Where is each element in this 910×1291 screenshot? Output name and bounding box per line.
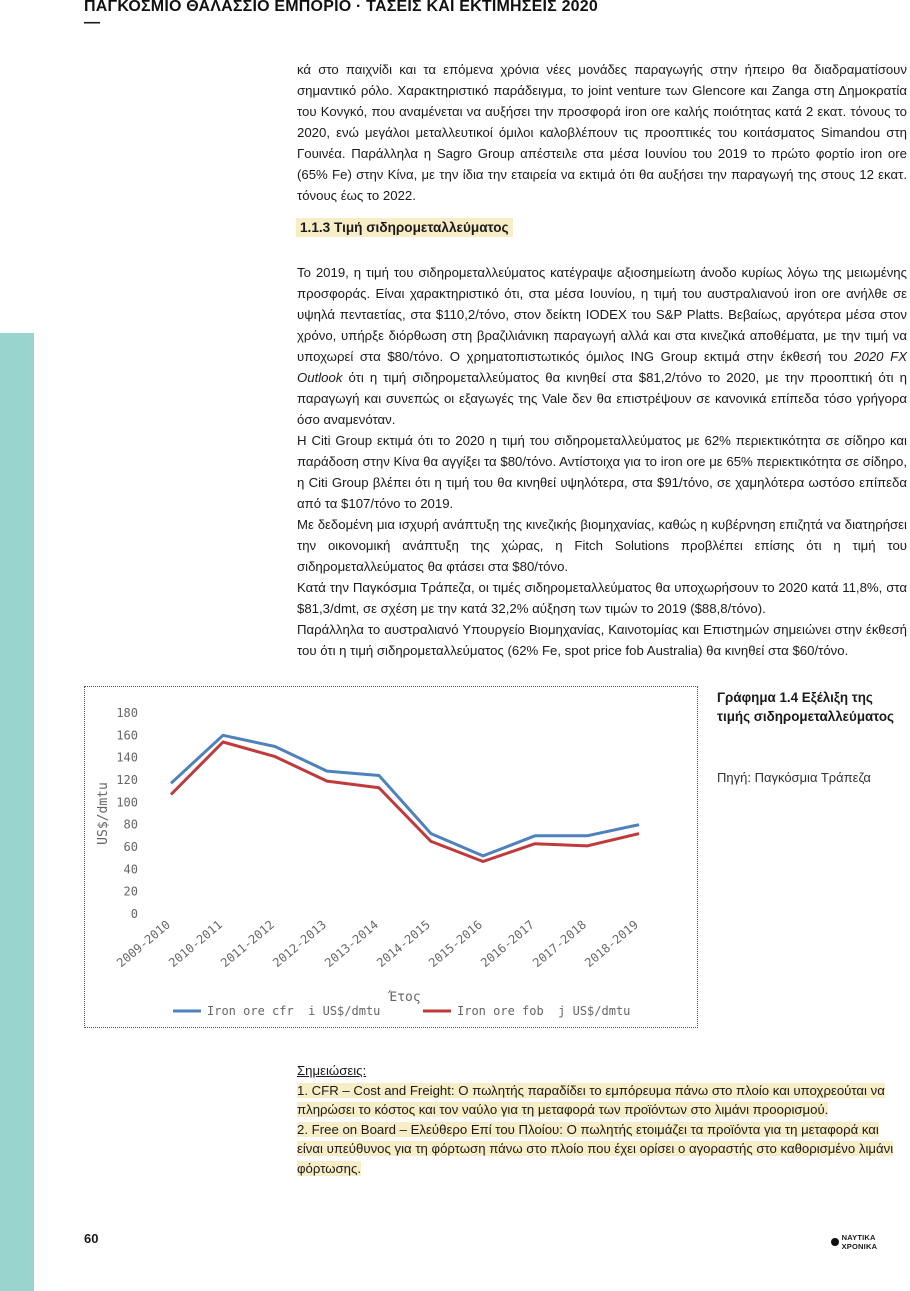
x-tick-label: 2010-2011 [166,917,225,971]
y-tick-label: 140 [116,750,138,765]
x-tick-label: 2016-2017 [478,917,537,971]
x-tick-label: 2017-2018 [530,917,589,971]
main-text [297,262,907,661]
y-tick-label: 60 [123,840,138,854]
y-axis-label: US$/dmtu [96,782,111,845]
paragraph-1-b: ότι η τιμή σιδηρομεταλλεύματος θα κινηθεί στα $81,2/τόνο το 2020, με την προοπτική ότι η παραγωγή και συνεπώς οι εξαγωγές της Vale δεν θα επιστρέψουν σε κανονικά επίπεδα τόσο γρήγορα όσο αναμενόταν. [297,370,907,427]
paragraph-1-a: Το 2019, η τιμή του σιδηρομεταλλεύματος κατέγραψε αξιοσημείωτη άνοδο κυρίως λόγω της μειωμένης προσφοράς. Είναι χαρακτηριστικό ότι, στα μέσα Ιουνίου, η τιμή του αυστραλιανού iron ore ανήλθε σε υψηλά πενταετίας, στα $110,2/τόνο, στον δείκτη IODEX του S&P Platts. Βεβαίως, αργότερα μέσα στον χρόνο, υπήρξε διόρθωση στη βραζιλιάνικη παραγωγή αλλά και στα κινεζικά αποθέματα, με την τιμή να υποχωρεί στα $80/τόνο. Ο χρηματοπιστωτικός όμιλος ING Group εκτιμά στην έκθεσή του [297,265,907,364]
x-tick-label: 2009-2010 [114,917,173,971]
y-tick-label: 40 [123,862,138,877]
side-color-bar [0,333,34,1291]
x-tick-label: 2011-2012 [218,917,277,971]
paragraph-4: Κατά την Παγκόσμια Τράπεζα, οι τιμές σιδηρομεταλλεύματος θα υποχωρήσουν το 2020 κατά 11,8%, στα $81,3/dmt, σε σχέση με την κατά 32,2% αύξηση των τιμών το 2019 ($88,8/τόνο). [297,580,907,616]
note-1-text: 1. CFR – Cost and Freight: Ο πωλητής παραδίδει το εμπόρευμα πάνω στο πλοίο και υποχρεούται να πληρώσει το κόστος και τον ναύλο για τη μεταφορά των προϊόντων στο λιμάνι προορισμού. [297,1082,885,1117]
paragraph-1 [297,262,907,430]
x-tick-label: 2013-2014 [322,917,381,971]
y-tick-label: 160 [116,728,138,743]
x-axis-label: Έτος [389,990,421,1005]
report-title: 2020 FX Outlook [297,349,907,385]
y-tick-label: 180 [116,706,138,720]
brand-name: ΝΑΥΤΙΚΑ ΧΡΟΝΙΚΑ [841,1233,878,1251]
header-dash: — [84,14,100,31]
x-tick-label: 2015-2016 [426,917,485,971]
note-1 [297,1081,907,1120]
chart-caption-title: Γράφημα 1.4 Εξέλιξη της τιμής σιδηρομεταλλεύματος [717,690,894,724]
y-tick-label: 20 [123,884,138,899]
iron-ore-price-chart [84,686,698,1028]
page-header-title: ΠΑΓΚΟΣΜΙΟ ΘΑΛΑΣΣΙΟ ΕΜΠΟΡΙΟ · ΤΑΣΕΙΣ ΚΑΙ ΕΚΤΙΜΗΣΕΙΣ 2020 [84,0,598,15]
legend-label-2: Iron ore fob j US$/dmtu [457,1004,631,1018]
y-tick-label: 0 [130,907,138,921]
y-tick-label: 120 [116,773,138,787]
brand-logo-icon [831,1238,839,1246]
y-tick-label: 100 [116,795,138,810]
section-heading: 1.1.3 Τιμή σιδηρομεταλλεύματος [296,218,513,237]
legend-label-1: Iron ore cfr i US$/dmtu [207,1004,381,1018]
publication-brand [831,1233,910,1251]
x-tick-label: 2012-2013 [270,917,329,971]
page-number: 60 [84,1231,99,1246]
note-2 [297,1120,907,1179]
series-line-1 [171,735,639,856]
paragraph-5: Παράλληλα το αυστραλιανό Υπουργείο Βιομηχανίας, Καινοτομίας και Επιστημών σημειώνει στην έκθεσή του ότι η τιμή σιδηρομεταλλεύματος (62% Fe, spot price fob Australia) θα κινηθεί στα $60/τόνο. [297,622,907,658]
note-2-text: 2. Free on Board – Ελεύθερο Επί του Πλοίου: Ο πωλητής ετοιμάζει τα προϊόντα για τη μεταφορά και είναι υπεύθυνος για τη φόρτωση πάνω στο πλοίο που έχει ορίσει ο αγοραστής στο καθορισμένο λιμάνι φόρτωσης. [297,1121,894,1176]
notes-title: Σημειώσεις: [297,1063,367,1078]
y-tick-label: 80 [123,817,138,832]
notes-section [297,1061,907,1178]
x-tick-label: 2014-2015 [374,917,433,971]
paragraph-3: Με δεδομένη μια ισχυρή ανάπτυξη της κινεζικής βιομηχανίας, καθώς η κυβέρνηση επιζητά να διατηρήσει την οικονομική ανάπτυξη της χώρας, η Fitch Solutions προβλέπει επίσης ότι η τιμή του σιδηρομεταλλεύματος θα φτάσει στα $80/τόνο. [297,517,907,574]
paragraph-2: Η Citi Group εκτιμά ότι το 2020 η τιμή του σιδηρομεταλλεύματος με 62% περιεκτικότητα σε σίδηρο και παράδοση στην Κίνα θα αγγίξει τα $80/τόνο. Αντίστοιχα για το iron ore με 65% περιεκτικότητα σε σίδηρο, η Citi Group βλέπει ότι η τιμή του θα κινηθεί υψηλότερα, στα $91/τόνο, σε χαμηλότερα ωστόσο επίπεδα από τα $107/τόνο το 2019. [297,433,907,511]
x-tick-label: 2018-2019 [582,917,641,971]
intro-text: κά στο παιχνίδι και τα επόμενα χρόνια νέες μονάδες παραγωγής στην ήπειρο θα διαδραματίσουν σημαντικό ρόλο. Χαρακτηριστικό παράδειγμα, το joint venture των Glencore και Zanga στη Δημοκρατία του Κονγκό, που αναμένεται να αυξήσει την προσφορά iron ore καλής ποιότητας κατά 2 εκατ. τόνους το 2020, ενώ μεγάλοι μεταλλευτικοί όμιλοι καλοβλέπουν τις προοπτικές του κοιτάσματος Simandou στη Γουινέα. Παράλληλα η Sagro Group απέστειλε στα μέσα Ιουνίου του 2019 το πρώτο φορτίο iron ore (65% Fe) στην Κίνα, με την ίδια την εταιρεία να εκτιμά ότι θα αυξήσει την παραγωγή της στους 12 εκατ. τόνους έως το 2022. [297,62,907,203]
intro-paragraph [297,59,907,206]
series-line-2 [171,742,639,862]
chart-caption-source: Πηγή: Παγκόσμια Τράπεζα [717,770,871,785]
chart-svg [85,687,697,1027]
